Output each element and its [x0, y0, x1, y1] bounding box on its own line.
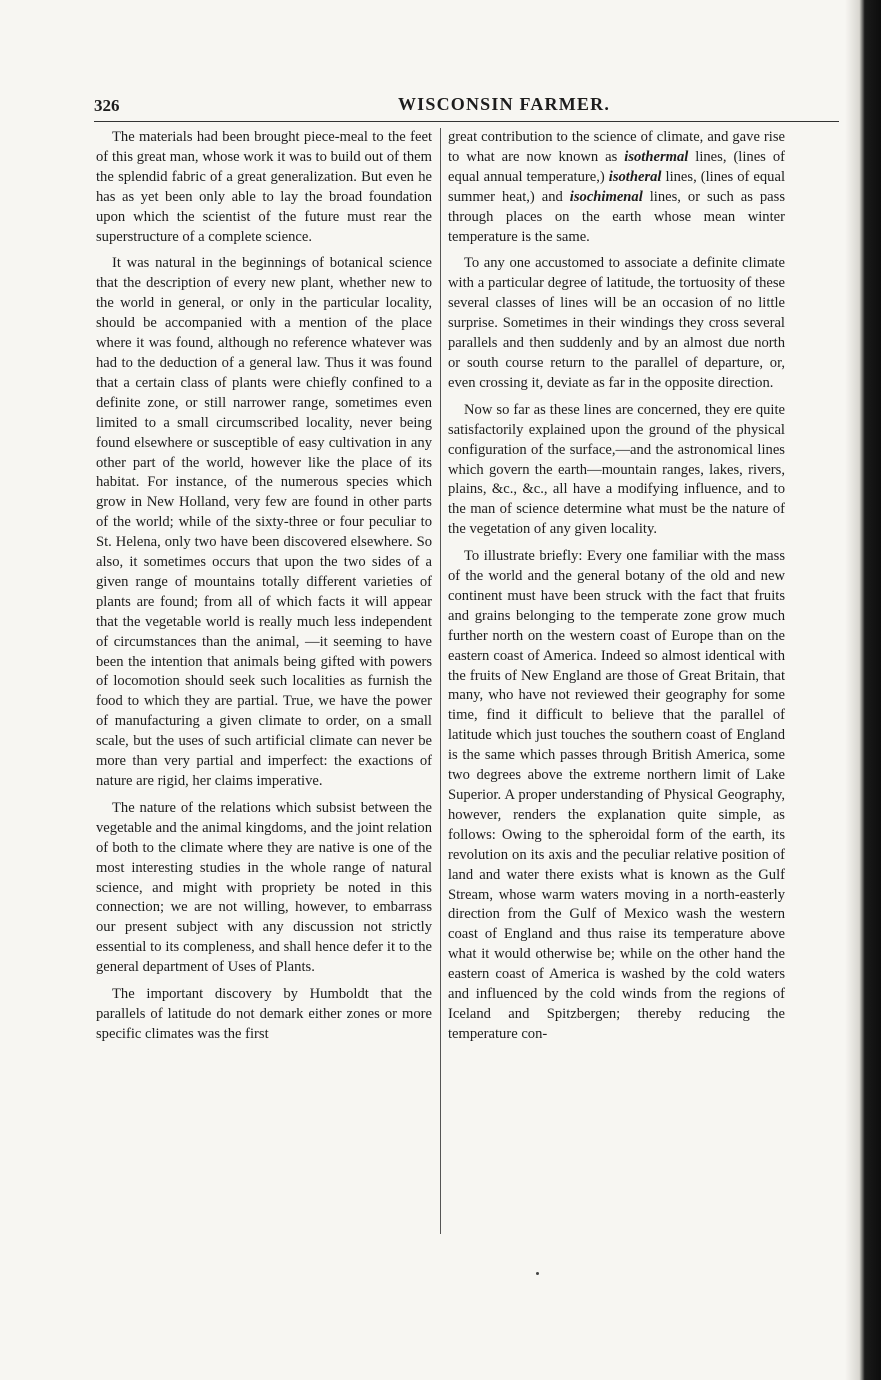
column-divider [440, 128, 441, 1234]
page-header [94, 92, 839, 120]
italic-term: isotheral [608, 168, 662, 185]
paragraph: Now so far as these lines are concerned, they ere quite satisfactorily explained upon the ground of the physical configuration of the surface,—and the astronomical lines which govern the earth—mountain ranges, lakes, rivers, plains, &c., &c., all have a modifying influence, and to the man of science determine what must be the nature of the vegetation of any given locality. [448, 401, 785, 538]
paragraph: The nature of the relations which subsist between the vegetable and the animal kingdoms, and the joint relation of both to the climate where they are native is one of the most interesting studies in the whole range of natural science, and might with propriety be noted in this connection; we are not willing, however, to embarrass our present subject with any discussion not strictly essential to its compleness, and shall hence defer it to the general department of Uses of Plants. [96, 799, 432, 976]
text-run: lines, or such as pass through places on the earth whose mean winter temperature is the same. [448, 188, 785, 245]
paragraph: To any one accustomed to associate a definite climate with a particular degree of latitude, the tortuosity of these several classes of lines will be an occasion of no little surprise. Sometimes in their windings they cross several parallels and then suddenly and by an almost due north or south course return to the parallel of departure, or, even crossing it, deviate as far in the opposite direction. [448, 255, 785, 391]
print-speck [536, 1272, 539, 1275]
italic-term: isochimenal [569, 188, 643, 205]
paragraph [448, 128, 785, 247]
right-column [448, 128, 785, 1052]
paragraph: It was natural in the beginnings of botanical science that the description of every new plant, whether new to the world in general, or only in the particular locality, should be accompanied with a mention of the place where it was found, although no reference whatever was had to the deduction of a general law. Thus it was found that a certain class of plants were chiefly confined to a definite zone, or still narrower range, sometimes even limited to a small circumscribed locality, never being found elsewhere or susceptible of easy cultivation in any other part of the world, however like the place of its habitat. For instance, of the numerous species which grow in New Holland, very few are found in other parts of the world; while of the sixty-three or four peculiar to St. Helena, only two have been discovered elsewhere. So also, it sometimes occurs that upon the two sides of a given range of mountains totally different varieties of plants are found; from all of which facts it will appear that the vegetable world is really much less independent of circumstances than the animal, —it seeming to have been the intention that animals being gifted with powers of locomotion should seek such localities as furnish the food to which they are partial. True, we have the power of manufacturing a given climate to order, on a small scale, but the uses of such artificial climate can never be more than very partial and imperfect: the exactions of nature are rigid, her claims imperative. [96, 255, 432, 789]
header-rule [94, 121, 839, 122]
text-run: lines, (lines of equal summer heat,) and [448, 168, 785, 205]
page-number: 326 [94, 96, 120, 115]
running-head: WISCONSIN FARMER. [397, 94, 611, 114]
paragraph: To illustrate briefly: Every one familiar with the mass of the world and the general botany of the old and new continent must have been struck with the fact that fruits and grains belonging to the temperate zone grow much further north on the western coast of Europe than on the eastern coast of America. Indeed so almost identical with the fruits of New England are those of Great Britain, that many, who have not reviewed their geography for some time, find it difficult to believe that the parallel of latitude which just touches the southern coast of England is the same which passes through British America, some two degrees above the extreme northern limit of Lake Superior. A proper understanding of Physical Geography, however, renders the explanation quite simple, as follows: Owing to the spheroidal form of the earth, its revolution on its axis and the peculiar relative position of land and water there exists what is known as the Gulf Stream, whose warm waters moving in a north-easterly direction from the Gulf of Mexico wash the western coast of England and thus raise its temperature above what it would otherwise be; while on the other hand the eastern coast of America is washed by the cold waters and influenced by the cold winds from the regions of Iceland and Spitzbergen; thereby reducing the temperature con- [448, 548, 785, 1042]
paragraph: The materials had been brought piece-meal to the feet of this great man, whose work it was to build out of them the splendid fabric of a great generalization. But even he has as yet been only able to lay the broad foundation upon which the scientist of the future must rear the superstructure of a complete science. [96, 129, 432, 245]
left-column [96, 128, 432, 1052]
page-binding-edge [845, 0, 881, 1380]
italic-term: isothermal [624, 148, 689, 165]
text-run: great contribution to the science of climate, and gave rise to what are now known as [448, 129, 785, 165]
paragraph: The important discovery by Humboldt that the parallels of latitude do not demark either zones or more specific climates was the first [96, 986, 432, 1042]
text-run: lines, (lines of equal annual temperature,) [448, 148, 785, 185]
